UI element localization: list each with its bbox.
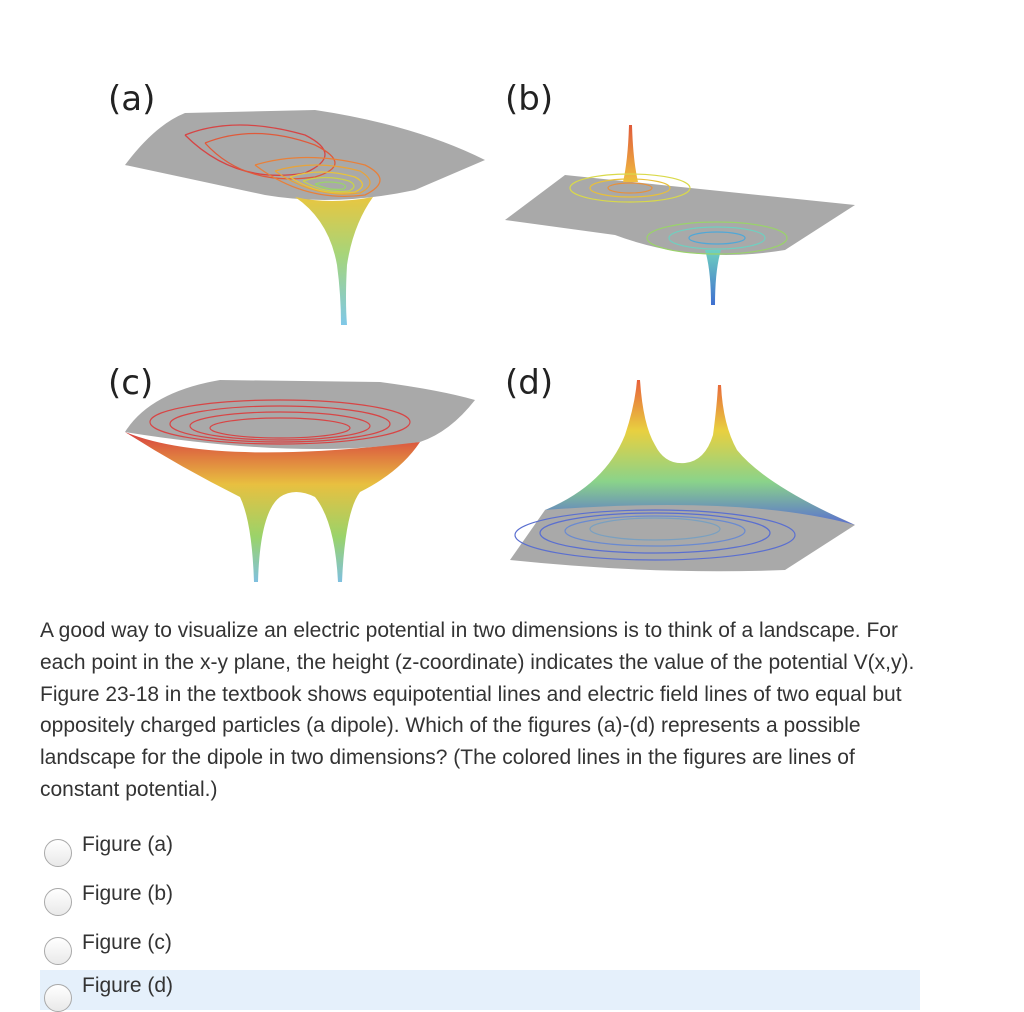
option-label-c: Figure (c) [82, 931, 172, 954]
radio-figure-a[interactable] [44, 839, 72, 867]
figure-c-label: (c) [108, 363, 154, 403]
figure-d-surface [505, 375, 865, 580]
option-label-a: Figure (a) [82, 833, 174, 856]
option-figure-c[interactable] [44, 933, 920, 973]
figure-d-label: (d) [505, 363, 554, 403]
option-label-b: Figure (b) [82, 882, 174, 905]
figure-a-label: (a) [108, 79, 156, 119]
figure-a-surface [115, 95, 495, 340]
option-label-d: Figure (d) [82, 974, 174, 997]
option-figure-b[interactable] [44, 884, 920, 924]
question-text: A good way to visualize an electric potential in two dimensions is to think of a landscape. For each point in the x-y plane, the height (z-coordinate) indicates the value of the potential V(x,y). Figure 23-18 in the textbook shows equipotential lines and electric field lines of two equal but oppositely charged particles (a dipole). Which of the figures (a)-(d) represents a possible landscape for the dipole in two dimensions? (The colored lines in the figures are lines of constant potential.) [40, 619, 915, 801]
radio-figure-b[interactable] [44, 888, 72, 916]
option-figure-d[interactable] [40, 970, 920, 1010]
figure-b-surface [495, 120, 860, 305]
radio-figure-d[interactable] [44, 984, 72, 1012]
radio-figure-c[interactable] [44, 937, 72, 965]
option-figure-a[interactable] [44, 835, 920, 875]
figure-b-label: (b) [505, 79, 554, 119]
figure-c-surface [120, 372, 480, 587]
